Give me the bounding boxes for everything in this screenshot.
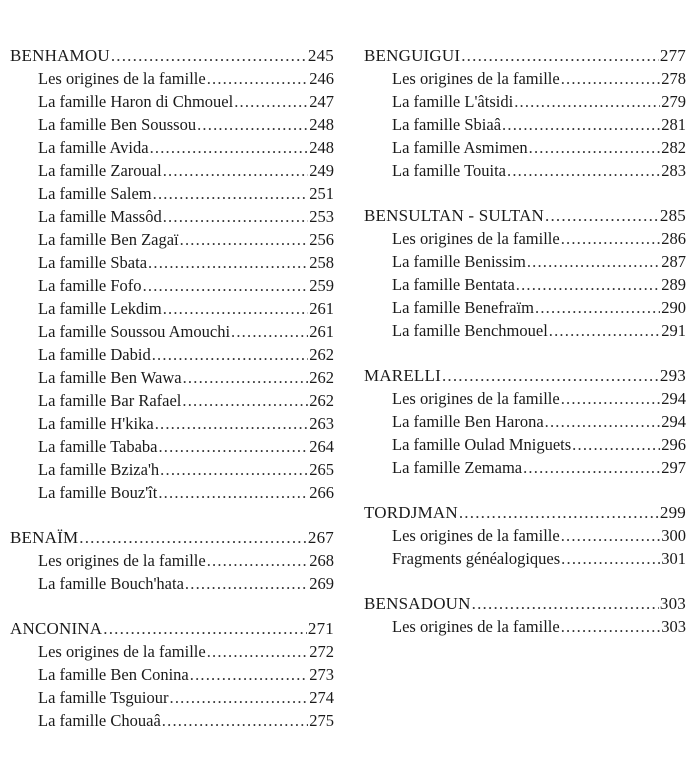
entry-label: La famille Lekdim [38, 299, 162, 318]
entry-label: La famille Touita [392, 161, 507, 180]
toc-entry [364, 524, 686, 547]
page-number: 267 [307, 528, 334, 547]
dot-leader [561, 227, 661, 250]
toc-entry [364, 615, 686, 638]
toc-entry [10, 549, 334, 572]
page-number: 264 [309, 437, 334, 456]
section-heading [364, 501, 686, 524]
dot-leader [150, 136, 309, 159]
dot-leader [155, 412, 309, 435]
page-number: 301 [661, 549, 686, 568]
dot-leader [561, 615, 661, 638]
dot-leader [472, 592, 659, 615]
dot-leader [502, 113, 660, 136]
page-number: 262 [309, 391, 334, 410]
toc-entry [10, 297, 334, 320]
entry-label: La famille Bouch'hata [38, 574, 184, 593]
dot-leader [234, 90, 308, 113]
entry-label: Les origines de la famille [38, 642, 206, 661]
toc-entry [364, 90, 686, 113]
toc-entry [10, 205, 334, 228]
page-number: 249 [309, 161, 334, 180]
entry-label: La famille Bentata [392, 275, 515, 294]
toc-entry [10, 412, 334, 435]
dot-leader [527, 250, 660, 273]
entry-label: La famille Bar Rafael [38, 391, 182, 410]
page-number: 245 [307, 46, 334, 65]
dot-leader [442, 364, 659, 387]
entry-label: La famille Avida [38, 138, 149, 157]
entry-label: Les origines de la famille [392, 526, 560, 545]
page-number: 265 [309, 460, 334, 479]
dot-leader [516, 273, 660, 296]
toc-section-anconina [10, 617, 334, 732]
dot-leader [143, 274, 309, 297]
section-heading [364, 204, 686, 227]
toc-entry [364, 319, 686, 342]
entry-label: Les origines de la famille [392, 389, 560, 408]
page-number: 286 [661, 229, 686, 248]
dot-leader [561, 524, 661, 547]
toc-section-marelli [364, 364, 686, 479]
toc-entry [10, 159, 334, 182]
toc-entry [10, 458, 334, 481]
page-number: 296 [661, 435, 686, 454]
page-number: 251 [309, 184, 334, 203]
section-title: MARELLI [364, 366, 441, 385]
section-title: BENSULTAN - SULTAN [364, 206, 545, 225]
toc-entry [10, 435, 334, 458]
entry-label: La famille Ben Conina [38, 665, 189, 684]
entry-label: La famille Ben Zagaï [38, 230, 179, 249]
toc-section-tordjman [364, 501, 686, 570]
page-number: 268 [309, 551, 334, 570]
entry-label: La famille Sbiaâ [392, 115, 502, 134]
entry-label: Fragments généalogiques [392, 549, 561, 568]
entry-label: La famille Ben Soussou [38, 115, 197, 134]
entry-label: La famille Zemama [392, 458, 523, 477]
section-title: BENGUIGUI [364, 46, 461, 65]
entry-label: Les origines de la famille [392, 617, 560, 636]
page-number: 300 [661, 526, 686, 545]
page-number: 303 [661, 617, 686, 636]
entry-label: La famille Sbata [38, 253, 148, 272]
dot-leader [507, 159, 660, 182]
entry-label: La famille Benefraïm [392, 298, 535, 317]
dot-leader [514, 90, 660, 113]
page-number: 290 [661, 298, 686, 317]
toc-entry [10, 481, 334, 504]
dot-leader [180, 228, 309, 251]
entry-label: Les origines de la famille [38, 69, 206, 88]
page-number: 269 [309, 574, 334, 593]
page-number: 258 [309, 253, 334, 272]
dot-leader [79, 526, 307, 549]
page-number: 289 [661, 275, 686, 294]
toc-left-column [10, 44, 334, 754]
dot-leader [170, 686, 309, 709]
toc-entry [364, 273, 686, 296]
toc-entry [10, 228, 334, 251]
dot-leader [163, 159, 309, 182]
dot-leader [185, 572, 308, 595]
page-number: 282 [661, 138, 686, 157]
dot-leader [190, 663, 309, 686]
page-number: 283 [661, 161, 686, 180]
page-number: 281 [661, 115, 686, 134]
toc-right-column [364, 44, 686, 660]
dot-leader [103, 617, 307, 640]
entry-label: La famille Benissim [392, 252, 526, 271]
entry-label: La famille Bouz'ît [38, 483, 158, 502]
page-number: 287 [661, 252, 686, 271]
page-number: 278 [661, 69, 686, 88]
toc-entry [10, 663, 334, 686]
toc-entry [364, 410, 686, 433]
dot-leader [459, 501, 659, 524]
toc-entry [10, 113, 334, 136]
dot-leader [207, 67, 309, 90]
toc-entry [364, 387, 686, 410]
entry-label: La famille Soussou Amouchi [38, 322, 231, 341]
page-number: 253 [309, 207, 334, 226]
entry-label: La famille Salem [38, 184, 152, 203]
toc-entry [364, 296, 686, 319]
entry-label: La famille Fofo [38, 276, 142, 295]
page-number: 247 [309, 92, 334, 111]
page-number: 285 [659, 206, 686, 225]
dot-leader [163, 297, 309, 320]
toc-entry [10, 686, 334, 709]
dot-leader [545, 410, 661, 433]
dot-leader [153, 182, 309, 205]
entry-label: La famille Tsguiour [38, 688, 169, 707]
toc-entry [10, 343, 334, 366]
page-number: 248 [309, 115, 334, 134]
dot-leader [529, 136, 661, 159]
toc-entry [10, 709, 334, 732]
toc-entry [10, 67, 334, 90]
page-number: 259 [309, 276, 334, 295]
dot-leader [148, 251, 308, 274]
page-number: 274 [309, 688, 334, 707]
page-number: 246 [309, 69, 334, 88]
toc-section-benaim [10, 526, 334, 595]
dot-leader [461, 44, 659, 67]
page-number: 303 [659, 594, 686, 613]
section-heading [364, 592, 686, 615]
dot-leader [162, 709, 308, 732]
toc-entry [364, 250, 686, 273]
dot-leader [158, 435, 308, 458]
dot-leader [160, 458, 308, 481]
entry-label: La famille L'âtsidi [392, 92, 514, 111]
page-number: 261 [309, 322, 334, 341]
page-number: 294 [661, 412, 686, 431]
page-number: 263 [309, 414, 334, 433]
section-title: TORDJMAN [364, 503, 458, 522]
dot-leader [182, 389, 308, 412]
section-title: ANCONINA [10, 619, 103, 638]
dot-leader [111, 44, 307, 67]
entry-label: La famille Haron di Chmouel [38, 92, 234, 111]
page-number: 297 [661, 458, 686, 477]
toc-section-bensadoun [364, 592, 686, 638]
toc-entry [10, 320, 334, 343]
toc-entry [10, 251, 334, 274]
dot-leader [572, 433, 660, 456]
page-number: 256 [309, 230, 334, 249]
toc-entry [10, 182, 334, 205]
page-number: 273 [309, 665, 334, 684]
dot-leader [535, 296, 660, 319]
entry-label: La famille Benchmouel [392, 321, 548, 340]
toc-entry [364, 433, 686, 456]
dot-leader [163, 205, 309, 228]
dot-leader [231, 320, 308, 343]
page-number: 262 [309, 345, 334, 364]
toc-section-bensultan-sultan [364, 204, 686, 342]
page-number: 293 [659, 366, 686, 385]
page-number: 275 [309, 711, 334, 730]
entry-label: Les origines de la famille [38, 551, 206, 570]
toc-entry [10, 389, 334, 412]
toc-entry [10, 136, 334, 159]
page-number: 248 [309, 138, 334, 157]
page-number: 294 [661, 389, 686, 408]
entry-label: La famille Massôd [38, 207, 162, 226]
dot-leader [207, 640, 309, 663]
page-number: 266 [309, 483, 334, 502]
dot-leader [523, 456, 660, 479]
toc-entry [364, 136, 686, 159]
entry-label: La famille Chouaâ [38, 711, 161, 730]
toc-entry [364, 227, 686, 250]
page-number: 279 [661, 92, 686, 111]
page-number: 291 [661, 321, 686, 340]
section-heading [10, 617, 334, 640]
toc-entry [364, 159, 686, 182]
section-heading [10, 44, 334, 67]
toc-section-benhamou [10, 44, 334, 504]
toc-entry [10, 572, 334, 595]
section-heading [10, 526, 334, 549]
toc-entry [364, 456, 686, 479]
page-number: 261 [309, 299, 334, 318]
entry-label: La famille Tababa [38, 437, 158, 456]
entry-label: La famille Dabid [38, 345, 151, 364]
dot-leader [197, 113, 308, 136]
entry-label: La famille Asmimen [392, 138, 528, 157]
entry-label: La famille Ben Harona [392, 412, 544, 431]
section-title: BENHAMOU [10, 46, 110, 65]
section-heading [364, 364, 686, 387]
toc-entry [364, 67, 686, 90]
toc-section-benguigui [364, 44, 686, 182]
page-number: 277 [659, 46, 686, 65]
page-number: 272 [309, 642, 334, 661]
section-title: BENSADOUN [364, 594, 471, 613]
section-title: BENAÏM [10, 528, 79, 547]
entry-label: La famille Bziza'h [38, 460, 160, 479]
dot-leader [561, 387, 661, 410]
page-number: 299 [659, 503, 686, 522]
dot-leader [207, 549, 309, 572]
toc-entry [364, 547, 686, 570]
page-number: 271 [307, 619, 334, 638]
toc-entry [10, 366, 334, 389]
dot-leader [183, 366, 309, 389]
entry-label: La famille Oulad Mniguets [392, 435, 572, 454]
entry-label: La famille Ben Wawa [38, 368, 182, 387]
dot-leader [549, 319, 660, 342]
dot-leader [561, 547, 660, 570]
entry-label: La famille H'kika [38, 414, 154, 433]
section-heading [364, 44, 686, 67]
entry-label: Les origines de la famille [392, 229, 560, 248]
dot-leader [545, 204, 659, 227]
toc-entry [10, 90, 334, 113]
page-number: 262 [309, 368, 334, 387]
toc-entry [364, 113, 686, 136]
dot-leader [152, 343, 309, 366]
entry-label: Les origines de la famille [392, 69, 560, 88]
dot-leader [158, 481, 308, 504]
dot-leader [561, 67, 661, 90]
toc-entry [10, 274, 334, 297]
toc-entry [10, 640, 334, 663]
entry-label: La famille Zaroual [38, 161, 162, 180]
